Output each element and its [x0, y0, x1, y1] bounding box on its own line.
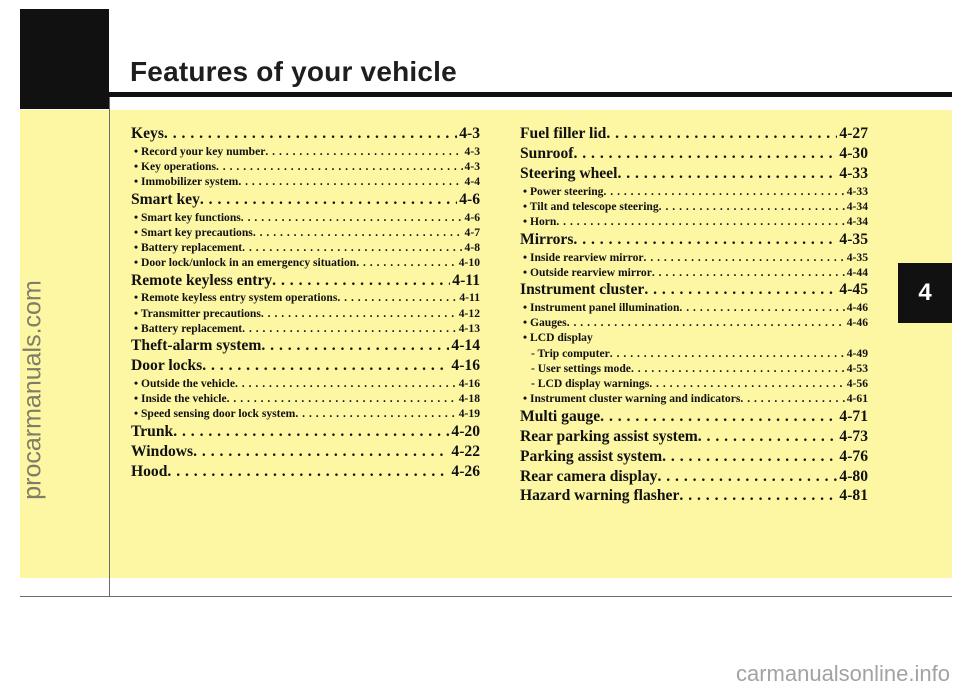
dot-leader	[610, 346, 845, 361]
toc-entry[interactable]	[520, 145, 868, 164]
toc-entry-page: 4-20	[451, 422, 480, 440]
toc-entry-label: Trunk	[131, 422, 174, 440]
toc-entry-label: • Inside the vehicle	[134, 392, 227, 406]
toc-entry-page: 4-46	[846, 300, 868, 314]
toc-subentry[interactable]	[520, 315, 868, 330]
vertical-divider	[109, 97, 110, 597]
dot-leader	[241, 210, 463, 225]
dot-leader	[600, 408, 837, 427]
toc-entry-page: 4-16	[458, 376, 480, 390]
toc-entry[interactable]	[131, 463, 480, 482]
toc-subentry[interactable]	[131, 225, 480, 240]
dot-leader	[644, 250, 845, 265]
toc-entry-label: Rear camera display	[520, 467, 658, 485]
toc-entry-label: • Instrument panel illumination	[523, 300, 680, 314]
toc-entry-page: 4-13	[458, 321, 480, 335]
toc-subentry[interactable]	[520, 376, 868, 391]
toc-subentry[interactable]	[131, 144, 480, 159]
toc-entry-page: 4-80	[839, 467, 868, 485]
toc-entry-page: 4-33	[839, 165, 868, 183]
toc-subentry[interactable]	[520, 346, 868, 361]
dot-leader	[679, 300, 844, 315]
toc-entry-label: Keys	[131, 125, 164, 143]
toc-entry-page: 4-19	[458, 407, 480, 421]
toc-subentry[interactable]	[520, 214, 868, 229]
toc-entry-label: • Record your key number	[134, 144, 266, 158]
toc-entry-label: • Horn	[523, 215, 557, 229]
toc-entry-label: Rear parking assist system	[520, 427, 698, 445]
toc-entry-page: 4-33	[846, 184, 868, 198]
dot-leader	[649, 376, 845, 391]
side-watermark: procarmanuals.com	[18, 280, 47, 500]
toc-entry-page: 4-71	[839, 407, 868, 425]
dot-leader	[356, 255, 457, 270]
toc-entry-page: 4-11	[452, 271, 480, 289]
toc-entry-page: 4-76	[839, 447, 868, 465]
toc-entry[interactable]	[520, 428, 868, 447]
dot-leader	[556, 214, 844, 229]
toc-subentry[interactable]	[520, 199, 868, 214]
toc-entry-label: Sunroof	[520, 145, 574, 163]
toc-subentry[interactable]	[520, 250, 868, 265]
dot-leader	[644, 281, 837, 300]
toc-entry-page: 4-27	[839, 125, 868, 143]
bottom-divider	[20, 596, 952, 597]
dot-leader	[242, 321, 457, 336]
dot-leader	[573, 231, 837, 250]
dot-leader	[337, 290, 457, 305]
toc-entry-label: • Battery replacement	[134, 240, 243, 254]
toc-entry[interactable]	[520, 408, 868, 427]
toc-entry-page: 4-22	[451, 442, 480, 460]
toc-entry-label: Remote keyless entry	[131, 271, 273, 289]
toc-entry-label: • Outside rearview mirror	[523, 265, 652, 279]
toc-entry-page: 4-16	[451, 357, 480, 375]
toc-subentry[interactable]	[131, 240, 480, 255]
toc-entry-label: • Smart key precautions	[134, 225, 253, 239]
toc-entry[interactable]	[131, 443, 480, 462]
toc-entry-page: 4-35	[839, 230, 868, 248]
toc-entry-label: Hazard warning flasher	[520, 487, 680, 505]
toc-entry-page: 4-14	[451, 337, 480, 355]
toc-entry-page: 4-8	[464, 240, 480, 254]
toc-entry-label: • Key operations	[134, 160, 216, 174]
toc-entry-label: • Speed sensing door lock system	[134, 407, 296, 421]
toc-left-column	[131, 124, 480, 482]
toc-entry-page: 4-10	[458, 256, 480, 270]
toc-subentry[interactable]	[520, 300, 868, 315]
toc-entry-label: • Immobilizer system	[134, 175, 239, 189]
toc-subentry[interactable]	[131, 391, 480, 406]
toc-entry-page: 4-3	[464, 144, 480, 158]
toc-entry[interactable]	[520, 125, 868, 144]
toc-entry-label: - Trip computer	[531, 346, 610, 360]
chapter-number: 4	[918, 279, 932, 306]
toc-entry-label: • Remote keyless entry system operations	[134, 291, 338, 305]
dot-leader	[238, 174, 462, 189]
toc-entry-label: • Instrument cluster warning and indicators	[523, 392, 741, 406]
toc-entry-label: Multi gauge	[520, 407, 601, 425]
dot-leader	[662, 448, 837, 467]
toc-entry-label: • Power steering	[523, 184, 604, 198]
bottom-watermark: carmanualsonline.info	[735, 661, 950, 686]
toc-entry[interactable]	[520, 281, 868, 300]
dot-leader	[193, 443, 449, 462]
toc-entry-page: 4-49	[846, 346, 868, 360]
toc-entry-label: • Inside rearview mirror	[523, 250, 644, 264]
toc-entry-page: 4-6	[464, 210, 480, 224]
toc-entry-page: 4-26	[451, 462, 480, 480]
toc-entry-label: Parking assist system	[520, 447, 663, 465]
dot-leader	[606, 125, 837, 144]
toc-right-column	[520, 124, 868, 506]
toc-subentry[interactable]	[520, 361, 868, 376]
toc-entry[interactable]	[131, 357, 480, 376]
toc-entry[interactable]	[131, 125, 480, 144]
dot-leader	[603, 184, 844, 199]
toc-subentry[interactable]	[131, 306, 480, 321]
page-title: Features of your vehicle	[130, 56, 457, 87]
dot-leader	[216, 159, 463, 174]
toc-entry-label: Steering wheel	[520, 165, 618, 183]
toc-entry-label: • Smart key functions	[134, 210, 241, 224]
toc-subentry[interactable]	[520, 330, 868, 345]
toc-entry-page: 4-45	[839, 281, 868, 299]
chapter-tab[interactable]	[898, 263, 952, 323]
dot-leader	[631, 361, 845, 376]
toc-entry-page: 4-34	[846, 200, 868, 214]
dot-leader	[652, 265, 845, 280]
toc-entry-page: 4-4	[464, 175, 480, 189]
toc-entry[interactable]	[520, 448, 868, 467]
toc-entry-label: Theft-alarm system	[131, 337, 262, 355]
toc-subentry[interactable]	[131, 321, 480, 336]
dot-leader	[573, 145, 837, 164]
toc-entry[interactable]	[520, 468, 868, 487]
dot-leader	[235, 376, 457, 391]
toc-entry-page: 4-35	[846, 250, 868, 264]
toc-entry[interactable]	[131, 423, 480, 442]
dot-leader	[698, 428, 838, 447]
dot-leader	[567, 315, 845, 330]
toc-entry-label: Door locks	[131, 357, 203, 375]
toc-entry-label: • Transmitter precautions	[134, 306, 261, 320]
toc-subentry[interactable]	[131, 159, 480, 174]
dot-leader	[261, 337, 449, 356]
dot-leader	[202, 357, 449, 376]
toc-entry-page: 4-11	[459, 291, 480, 305]
toc-entry-page: 4-7	[464, 225, 480, 239]
toc-entry[interactable]	[520, 487, 868, 506]
dot-leader	[295, 406, 456, 421]
toc-entry-label: Fuel filler lid	[520, 125, 607, 143]
toc-subentry[interactable]	[131, 290, 480, 305]
toc-entry-page: 4-3	[464, 160, 480, 174]
dot-leader	[679, 487, 837, 506]
toc-entry-label: • Gauges	[523, 316, 567, 330]
toc-entry[interactable]	[520, 165, 868, 184]
toc-subentry[interactable]	[520, 265, 868, 280]
toc-entry-page: 4-30	[839, 145, 868, 163]
dot-leader	[242, 240, 462, 255]
toc-subentry[interactable]	[131, 255, 480, 270]
dot-leader	[227, 391, 457, 406]
toc-entry-page: 4-44	[846, 265, 868, 279]
dot-leader	[272, 272, 450, 291]
toc-entry-page: 4-46	[846, 316, 868, 330]
dot-leader	[265, 144, 462, 159]
toc-entry-label: • LCD display	[523, 331, 593, 345]
toc-entry-label: - LCD display warnings	[531, 376, 650, 390]
toc-entry-page: 4-81	[839, 487, 868, 505]
dot-leader	[200, 191, 457, 210]
toc-entry-label: • Battery replacement	[134, 321, 243, 335]
toc-entry-label: • Tilt and telescope steering	[523, 200, 659, 214]
toc-entry-label: Instrument cluster	[520, 281, 645, 299]
toc-entry-page: 4-73	[839, 427, 868, 445]
dot-leader	[167, 463, 449, 482]
toc-subentry[interactable]	[131, 210, 480, 225]
toc-entry[interactable]	[131, 337, 480, 356]
dot-leader	[261, 306, 457, 321]
toc-entry-page: 4-6	[459, 190, 480, 208]
header-rule	[109, 92, 952, 97]
toc-entry-page: 4-53	[846, 361, 868, 375]
dot-leader	[173, 423, 449, 442]
dot-leader	[253, 225, 463, 240]
toc-entry-page: 4-34	[846, 215, 868, 229]
toc-entry-label: Windows	[131, 442, 194, 460]
toc-entry-label: - User settings mode	[531, 361, 631, 375]
toc-entry[interactable]	[520, 231, 868, 250]
toc-subentry[interactable]	[520, 391, 868, 406]
dot-leader	[617, 165, 837, 184]
toc-entry-page: 4-61	[846, 392, 868, 406]
toc-entry-label: Hood	[131, 462, 168, 480]
toc-entry-page: 4-56	[846, 376, 868, 390]
dot-leader	[659, 199, 845, 214]
dot-leader	[164, 125, 457, 144]
toc-entry-label: • Outside the vehicle	[134, 376, 235, 390]
toc-subentry[interactable]	[131, 376, 480, 391]
dot-leader	[657, 468, 837, 487]
toc-entry-page: 4-12	[458, 306, 480, 320]
toc-entry[interactable]	[131, 272, 480, 291]
toc-subentry[interactable]	[131, 174, 480, 189]
header-black-block	[20, 9, 109, 109]
toc-entry[interactable]	[131, 191, 480, 210]
toc-subentry[interactable]	[131, 406, 480, 421]
toc-entry-label: Mirrors	[520, 230, 574, 248]
toc-entry-page: 4-18	[458, 392, 480, 406]
toc-subentry[interactable]	[520, 184, 868, 199]
dot-leader	[740, 391, 844, 406]
toc-entry-label: Smart key	[131, 190, 200, 208]
toc-entry-page: 4-3	[459, 125, 480, 143]
toc-entry-label: • Door lock/unlock in an emergency situation	[134, 256, 357, 270]
